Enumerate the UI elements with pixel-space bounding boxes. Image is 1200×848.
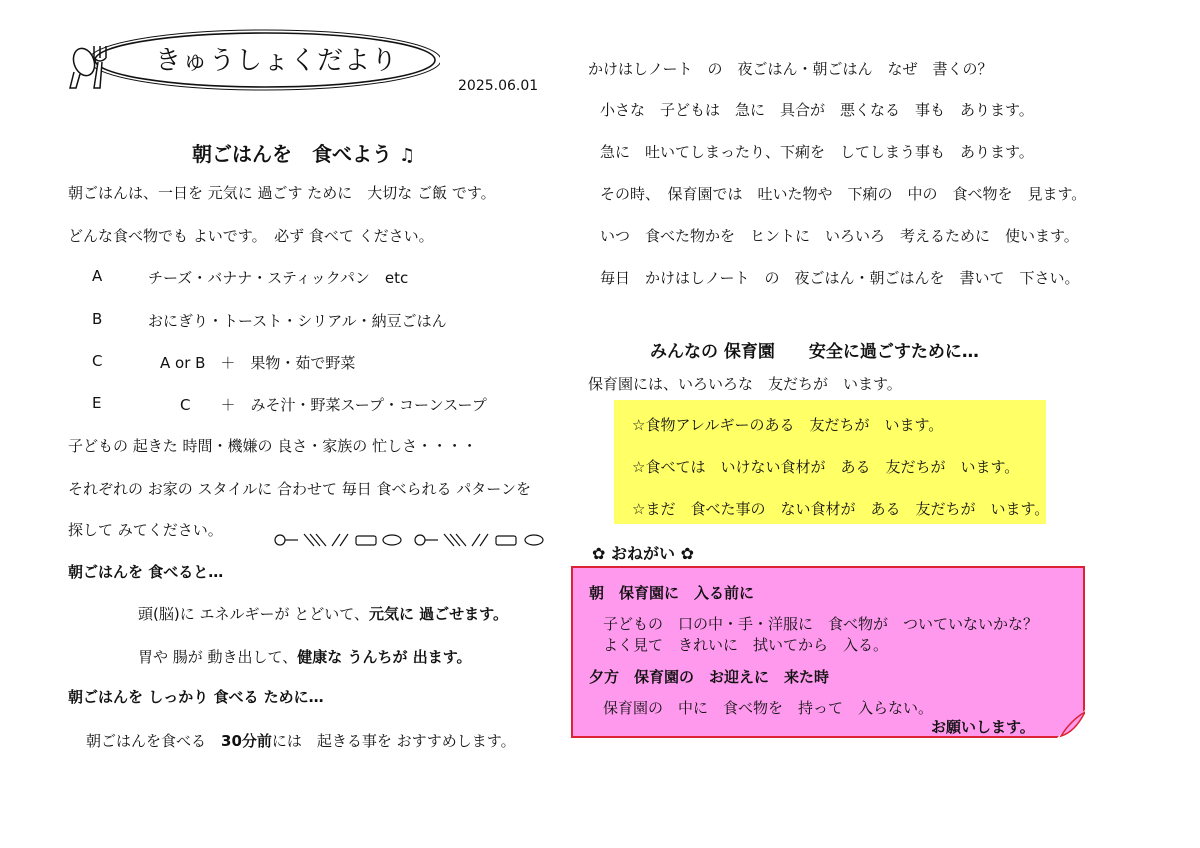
wake-up-advice-plain-2: には 起きる事を おすすめします。: [271, 732, 516, 750]
effect-digestion-plain: 胃や 腸が 動き出して、: [138, 648, 298, 666]
effect-energy-plain: 頭(脳)に エネルギーが とどいて、: [138, 605, 369, 623]
intro-line-2: どんな食べ物でも よいです。 必ず 食べて ください。: [68, 227, 434, 245]
closing-text: お願いします。: [931, 718, 1035, 736]
flower-icon: ✿: [592, 544, 606, 563]
breakfast-heading-text: 朝ごはんを 食べよう: [192, 142, 392, 166]
effect-digestion-bold: 健康な うんちが 出ます。: [297, 648, 472, 666]
effect-energy: [138, 603, 508, 624]
breakfast-heading: [192, 138, 415, 167]
wake-up-advice-plain-1: 朝ごはんを食べる: [86, 732, 222, 750]
safety-heading: みんなの 保育園 安全に過ごすために…: [650, 342, 979, 362]
notebook-line: その時、 保育園では 吐いた物や 下痢の 中の 食べ物を 見ます。: [600, 185, 1087, 203]
wake-up-advice-bold: 30分前: [221, 732, 272, 750]
how-to-heading: 朝ごはんを しっかり 食べる ために…: [68, 688, 324, 706]
option-letter: C: [92, 352, 103, 370]
issue-date: 2025.06.01: [458, 78, 539, 94]
music-notes-icon: ♫: [398, 145, 416, 166]
safety-intro: 保育園には、いろいろな 友だちが います。: [588, 375, 902, 393]
option-text: チーズ・バナナ・スティックパン etc: [148, 269, 409, 287]
wake-up-advice: [86, 730, 516, 751]
cutlery-border-decoration: [270, 528, 560, 550]
page-curl-decoration: [1057, 710, 1085, 738]
request-notice-box: [571, 566, 1085, 738]
allergy-line: ☆食べては いけない食材が ある 友だちが います。: [632, 458, 1020, 476]
effect-energy-bold: 元気に 過ごせます。: [368, 605, 508, 623]
allergy-line: ☆食物アレルギーのある 友だちが います。: [632, 416, 944, 434]
lifestyle-line-2: それぞれの お家の スタイルに 合わせて 毎日 食べられる パターンを: [68, 480, 532, 498]
effect-digestion: [138, 646, 472, 667]
allergy-notice-box: [614, 400, 1050, 524]
option-letter: A: [92, 267, 103, 285]
option-letter: B: [92, 310, 103, 328]
allergy-line: ☆まだ 食べた事の ない食材が ある 友だちが います。: [632, 500, 1050, 518]
lifestyle-line-1: 子どもの 起きた 時間・機嫌の 良さ・家族の 忙しさ・・・・: [68, 437, 478, 455]
flower-icon: ✿: [680, 544, 694, 563]
evening-line: 保育園の 中に 食べ物を 持って 入らない。: [603, 699, 934, 717]
evening-heading: 夕方 保育園の お迎えに 来た時: [589, 668, 830, 686]
notebook-line: いつ 食べた物かを ヒントに いろいろ 考えるために 使います。: [600, 227, 1079, 245]
lifestyle-line-3: 探して みてください。: [68, 521, 223, 539]
request-heading: [592, 541, 694, 564]
morning-heading: 朝 保育園に 入る前に: [589, 584, 755, 602]
notebook-heading: かけはしノート の 夜ごはん・朝ごはん なぜ 書くの？: [588, 60, 993, 78]
option-text: C ＋ みそ汁・野菜スープ・コーンスープ: [180, 396, 487, 414]
intro-line-1: 朝ごはんは、一日を 元気に 過ごす ために 大切な ご飯 です。: [68, 184, 496, 202]
request-heading-text: おねがい: [610, 544, 675, 563]
notebook-line: 急に 吐いてしまったり、下痢を してしまう事も あります。: [600, 143, 1034, 161]
option-text: A or B ＋ 果物・茹で野菜: [160, 354, 356, 372]
option-text: おにぎり・トースト・シリアル・納豆ごはん: [148, 312, 447, 330]
notebook-line: 小さな 子どもは 急に 具合が 悪くなる 事も あります。: [600, 101, 1034, 119]
fork-spoon-icon: [70, 45, 106, 88]
notebook-line: 毎日 かけはしノート の 夜ごはん・朝ごはんを 書いて 下さい。: [600, 269, 1080, 287]
option-letter: E: [92, 394, 102, 412]
effects-heading: 朝ごはんを 食べると…: [68, 563, 224, 581]
morning-line: よく見て きれいに 拭いてから 入る。: [603, 636, 889, 654]
newsletter-title: きゅうしょくだより: [155, 46, 399, 76]
morning-line: 子どもの 口の中・手・洋服に 食べ物が ついていないかな？: [603, 615, 1039, 633]
